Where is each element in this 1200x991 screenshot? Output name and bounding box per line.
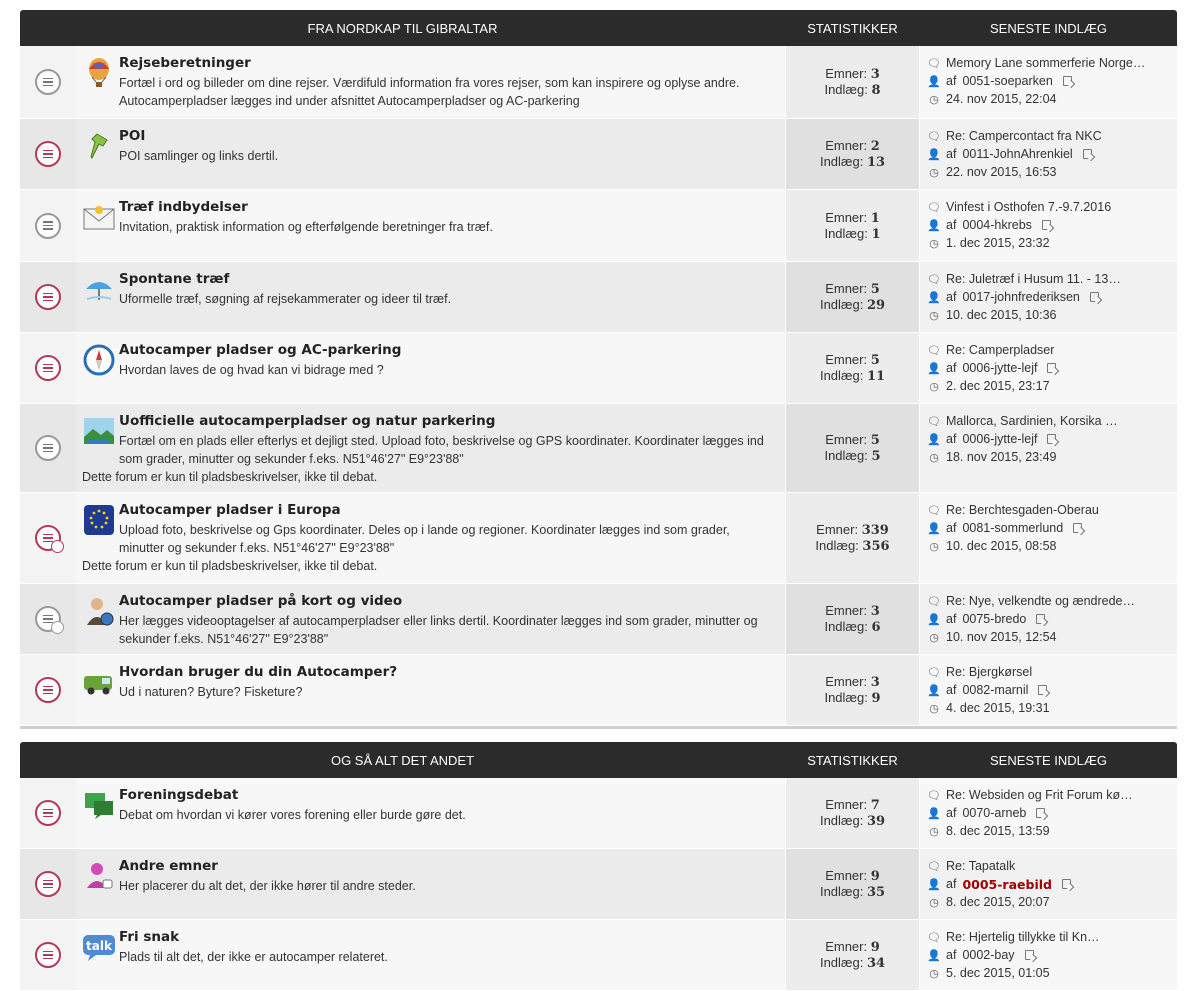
forum-description: Debat om hvordan vi kører vores forening eller burde gøre det. — [119, 808, 466, 822]
last-post-date: 22. nov 2015, 16:53 — [946, 165, 1057, 179]
forum-title-link[interactable]: Hvordan bruger du din Autocamper? — [119, 664, 398, 680]
posts-count: Indlæg: 6 — [824, 619, 881, 635]
goto-last-post-icon[interactable] — [1063, 76, 1072, 86]
forum-note: Dette forum er kun til pladsbeskrivelser, ikke til debat. — [82, 470, 378, 484]
comments-icon: 🗨 — [927, 344, 941, 357]
last-post-title-link[interactable]: Memory Lane sommerferie Norge… — [946, 56, 1146, 70]
last-post — [920, 46, 1177, 118]
read-status-icon — [35, 606, 61, 632]
forum-row — [20, 262, 1177, 333]
forum-status — [20, 584, 76, 654]
forum-status — [20, 119, 76, 189]
forum-note: Dette forum er kun til pladsbeskrivelser, ikke til debat. — [82, 559, 378, 573]
forum-title-link[interactable]: Spontane træf — [119, 271, 230, 287]
comments-icon: 🗨 — [927, 595, 941, 608]
forum-status — [20, 262, 76, 332]
forum-stats — [785, 778, 920, 848]
forum-title-link[interactable]: Andre emner — [119, 858, 218, 874]
topics-count: Emner: 5 — [825, 352, 880, 368]
forum-title-link[interactable]: Fri snak — [119, 929, 180, 945]
hot-air-balloon-icon — [82, 56, 116, 90]
last-post-author-link[interactable]: 0017-johnfrederiksen — [962, 290, 1080, 304]
by-label: af — [946, 948, 957, 962]
by-label: af — [946, 806, 957, 820]
forum-stats — [785, 404, 920, 492]
read-status-icon — [35, 213, 61, 239]
last-post-date: 10. nov 2015, 12:54 — [946, 630, 1057, 644]
last-post-date: 4. dec 2015, 19:31 — [946, 701, 1050, 715]
posts-count: Indlæg: 9 — [824, 690, 881, 706]
topics-count: Emner: 9 — [825, 939, 880, 955]
topics-count: Emner: 1 — [825, 209, 880, 226]
last-post — [920, 849, 1177, 919]
comments-icon: 🗨 — [927, 201, 941, 214]
by-label: af — [946, 877, 957, 891]
last-post — [920, 655, 1177, 725]
forum-status — [20, 493, 76, 583]
forum-status — [20, 190, 76, 261]
topics-count: Emner: 7 — [825, 797, 880, 813]
posts-count: Indlæg: 34 — [819, 955, 886, 971]
pushpin-icon — [82, 129, 116, 163]
last-post-date: 24. nov 2015, 22:04 — [946, 92, 1057, 106]
user-icon: 👤 — [927, 878, 941, 891]
posts-count: Indlæg: 8 — [824, 82, 881, 98]
forum-title-link[interactable]: Autocamper pladser i Europa — [119, 502, 341, 518]
forum-row — [20, 46, 1177, 119]
clock-icon: ◷ — [929, 702, 939, 715]
person-film-icon — [82, 594, 116, 628]
clock-icon: ◷ — [929, 309, 939, 322]
last-post-date: 8. dec 2015, 20:07 — [946, 895, 1050, 909]
clock-icon: ◷ — [929, 540, 939, 553]
category-andet — [20, 742, 1177, 991]
last-post — [920, 493, 1177, 583]
forum-status — [20, 920, 76, 990]
goto-last-post-icon[interactable] — [1038, 685, 1047, 695]
last-post — [920, 262, 1177, 332]
category-title[interactable]: FRA NORDKAP TIL GIBRALTAR — [307, 20, 498, 36]
forum-row — [20, 493, 1177, 584]
last-post-author-link[interactable]: 0005-raebild — [962, 876, 1052, 892]
forum-stats — [785, 920, 920, 990]
forum-title-link[interactable]: POI — [119, 128, 146, 144]
forum-text — [119, 786, 785, 824]
last-post-title-link[interactable]: Mallorca, Sardinien, Korsika … — [946, 414, 1118, 428]
posts-count: Indlæg: 29 — [819, 297, 886, 313]
forum-row — [20, 404, 1177, 493]
unread-status-icon — [35, 141, 61, 167]
forum-info — [76, 493, 785, 583]
last-post-author-link[interactable]: 0082-marnil — [962, 683, 1029, 697]
forum-status — [20, 778, 76, 848]
goto-last-post-icon[interactable] — [1073, 523, 1082, 533]
forum-description: Her placerer du alt det, der ikke hører til andre steder. — [119, 879, 416, 893]
clock-icon: ◷ — [929, 380, 939, 393]
user-icon: 👤 — [927, 219, 941, 232]
forum-description: POI samlinger og links dertil. — [119, 149, 279, 163]
posts-count: Indlæg: 356 — [815, 538, 890, 554]
user-icon: 👤 — [927, 613, 941, 626]
forum-title-link[interactable]: Rejseberetninger — [119, 55, 251, 71]
last-post-header: SENESTE INDLÆG — [989, 752, 1108, 768]
by-label: af — [946, 290, 957, 304]
forum-stats — [785, 584, 920, 654]
last-post-author-link[interactable]: 0006-jytte-lejf — [962, 432, 1038, 446]
forum-text — [119, 592, 785, 648]
forum-description: Hvordan laves de og hvad kan vi bidrage med ? — [119, 363, 384, 377]
last-post-author-link[interactable]: 0070-arneb — [962, 806, 1027, 820]
posts-count: Indlæg: 35 — [819, 884, 886, 900]
clock-icon: ◷ — [929, 237, 939, 250]
topics-count: Emner: 5 — [825, 281, 880, 297]
topics-count: Emner: 339 — [816, 522, 889, 538]
goto-last-post-icon[interactable] — [1036, 614, 1045, 624]
forum-title-link[interactable]: Autocamper pladser på kort og video — [119, 593, 403, 609]
comments-icon: 🗨 — [927, 130, 941, 143]
by-label: af — [946, 74, 957, 88]
clock-icon: ◷ — [929, 166, 939, 179]
comments-icon: 🗨 — [927, 504, 941, 517]
forum-title-link[interactable]: Foreningsdebat — [119, 787, 239, 803]
unread-status-icon — [35, 800, 61, 826]
eu-flag-icon — [82, 503, 116, 537]
forum-info — [76, 190, 785, 261]
user-icon: 👤 — [927, 433, 941, 446]
comments-icon: 🗨 — [927, 789, 941, 802]
clock-icon: ◷ — [929, 451, 939, 464]
person-coffee-icon — [82, 859, 116, 893]
topics-count: Emner: 3 — [825, 66, 880, 82]
topics-count: Emner: 3 — [825, 674, 880, 690]
last-post — [920, 778, 1177, 848]
forum-description: Plads til alt det, der ikke er autocamper relateret. — [119, 950, 388, 964]
comments-icon: 🗨 — [927, 415, 941, 428]
goto-last-post-icon[interactable] — [1047, 363, 1056, 373]
forum-description: Upload foto, beskrivelse og Gps koordinater. Deles op i lande og regioner. Koordinater lægges ind som grader, minutter og sekunder f.eks. N51°46'27" E9°23'88" — [119, 523, 730, 555]
unread-status-icon — [35, 942, 61, 968]
user-icon: 👤 — [927, 684, 941, 697]
category-header — [20, 10, 1177, 46]
forum-status — [20, 333, 76, 403]
last-post-author-link[interactable]: 0075-bredo — [962, 612, 1027, 626]
last-post-title-link[interactable]: Re: Hjertelig tillykke til Kn… — [946, 930, 1100, 944]
forum-list — [20, 46, 1177, 726]
forum-stats — [785, 493, 920, 583]
posts-count: Indlæg: 5 — [824, 448, 881, 464]
forum-status — [20, 46, 76, 118]
clock-icon: ◷ — [929, 631, 939, 644]
read-status-icon — [35, 435, 61, 461]
forum-info — [76, 584, 785, 654]
chat-screens-icon — [82, 788, 116, 822]
forum-list — [20, 778, 1177, 991]
last-post-header: SENESTE INDLÆG — [989, 20, 1108, 36]
last-post-title-link[interactable]: Re: Nye, velkendte og ændrede… — [946, 594, 1135, 608]
subforum-status-icon — [51, 621, 64, 634]
goto-last-post-icon[interactable] — [1025, 950, 1034, 960]
user-icon: 👤 — [927, 362, 941, 375]
last-post-title-link[interactable]: Re: Bjergkørsel — [946, 665, 1033, 679]
forum-text — [119, 341, 785, 379]
forum-info — [76, 655, 785, 725]
last-post-author-link[interactable]: 0081-sommerlund — [962, 521, 1064, 535]
forum-text — [119, 127, 785, 165]
last-post — [920, 920, 1177, 990]
last-post-date: 8. dec 2015, 13:59 — [946, 824, 1050, 838]
comments-icon: 🗨 — [927, 860, 941, 873]
comments-icon: 🗨 — [927, 273, 941, 286]
forum-status — [20, 849, 76, 919]
by-label: af — [946, 147, 957, 161]
last-post-author-link[interactable]: 0051-soeparken — [962, 74, 1053, 88]
forum-text — [82, 501, 785, 575]
last-post — [920, 584, 1177, 654]
envelope-icon — [82, 200, 116, 234]
comments-icon: 🗨 — [927, 57, 941, 70]
comments-icon: 🗨 — [927, 931, 941, 944]
unread-status-icon — [35, 871, 61, 897]
last-post — [920, 119, 1177, 189]
clock-icon: ◷ — [929, 825, 939, 838]
posts-count: Indlæg: 11 — [819, 368, 886, 384]
svg-text:talk: talk — [86, 939, 112, 953]
camper-van-icon — [82, 665, 116, 699]
forum-description: Uformelle træf, søgning af rejsekammerater og ideer til træf. — [119, 292, 452, 306]
goto-last-post-icon[interactable] — [1090, 292, 1099, 302]
forum-info — [76, 262, 785, 332]
goto-last-post-icon[interactable] — [1083, 149, 1092, 159]
last-post-author-link[interactable]: 0004-hkrebs — [962, 218, 1032, 232]
forum-text — [119, 54, 785, 110]
forum-title-link[interactable]: Træf indbydelser — [119, 199, 248, 215]
unread-status-icon — [35, 525, 61, 551]
forum-stats — [785, 46, 920, 118]
clock-icon: ◷ — [929, 967, 939, 980]
goto-last-post-icon[interactable] — [1047, 434, 1056, 444]
last-post-date: 1. dec 2015, 23:32 — [946, 236, 1050, 250]
comments-icon: 🗨 — [927, 666, 941, 679]
forum-stats — [785, 849, 920, 919]
talk-bubble-icon — [82, 930, 116, 964]
forum-info — [76, 333, 785, 403]
forum-text — [82, 412, 785, 486]
forum-text — [119, 270, 785, 308]
topics-count: Emner: 3 — [825, 603, 880, 619]
category-title[interactable]: OG SÅ ALT DET ANDET — [330, 752, 475, 768]
forum-stats — [785, 655, 920, 725]
read-status-icon — [35, 69, 61, 95]
forum-info — [76, 404, 785, 492]
forum-description: Fortæl om en plads eller efterlys et dejligt sted. Upload foto, beskrivelse og GPS koordinater. Koordinater lægges ind som grader, minutter og sekunder f.eks. N51°46'27" E9°23'88" — [119, 434, 764, 466]
forum-status — [20, 655, 76, 725]
stats-header: STATISTIKKER — [807, 20, 898, 36]
by-label: af — [946, 218, 957, 232]
posts-count: Indlæg: 13 — [819, 154, 886, 170]
user-icon: 👤 — [927, 949, 941, 962]
forum-text — [119, 857, 785, 895]
last-post-title-link[interactable]: Re: Campercontact fra NKC — [946, 129, 1102, 143]
last-post-title-link[interactable]: Re: Tapatalk — [946, 859, 1016, 873]
goto-last-post-icon[interactable] — [1042, 220, 1051, 230]
last-post-date: 2. dec 2015, 23:17 — [946, 379, 1050, 393]
forum-text — [119, 663, 785, 701]
last-post-title-link[interactable]: Vinfest i Osthofen 7.-9.7.2016 — [946, 200, 1112, 214]
user-icon: 👤 — [927, 75, 941, 88]
unread-status-icon — [35, 284, 61, 310]
forum-stats — [785, 262, 920, 332]
by-label: af — [946, 521, 957, 535]
last-post-date: 10. dec 2015, 10:36 — [946, 308, 1057, 322]
clock-icon: ◷ — [929, 896, 939, 909]
last-post-date: 10. dec 2015, 08:58 — [946, 539, 1057, 553]
user-icon: 👤 — [927, 807, 941, 820]
forum-info — [76, 778, 785, 848]
by-label: af — [946, 612, 957, 626]
posts-count: Indlæg: 39 — [819, 813, 886, 829]
user-icon: 👤 — [927, 291, 941, 304]
goto-last-post-icon[interactable] — [1062, 879, 1071, 889]
forum-row — [20, 778, 1177, 849]
unread-status-icon — [35, 355, 61, 381]
forum-title-link[interactable]: Autocamper pladser og AC-parkering — [119, 342, 402, 358]
last-post-title-link[interactable]: Re: Juletræf i Husum 11. - 13… — [946, 272, 1121, 286]
posts-count: Indlæg: 1 — [824, 225, 881, 242]
by-label: af — [946, 432, 957, 446]
last-post — [920, 190, 1177, 261]
last-post-title-link[interactable]: Re: Camperpladser — [946, 343, 1055, 357]
last-post-title-link[interactable]: Re: Websiden og Frit Forum kø… — [946, 788, 1133, 802]
forum-description: Fortæl i ord og billeder om dine rejser. Værdifuld information fra vores rejser, som kan inspirere og oplyse andre. Autocamperpladser lægges ind under afsnittet Autocamperpladser og AC-parkering — [119, 76, 740, 108]
category-nordkap — [20, 10, 1177, 729]
forum-stats — [785, 119, 920, 189]
forum-row — [20, 584, 1177, 655]
forum-row — [20, 333, 1177, 404]
compass-icon — [82, 343, 116, 377]
last-post-author-link[interactable]: 0006-jytte-lejf — [962, 361, 1038, 375]
forum-row — [20, 655, 1177, 726]
last-post-author-link[interactable]: 0011-JohnAhrenkiel — [962, 147, 1073, 161]
forum-row — [20, 119, 1177, 190]
forum-stats — [785, 190, 920, 261]
forum-description: Ud i naturen? Byture? Fisketure? — [119, 685, 303, 699]
topics-count: Emner: 9 — [825, 868, 880, 884]
last-post — [920, 404, 1177, 492]
topics-count: Emner: 2 — [825, 138, 880, 154]
forum-row — [20, 920, 1177, 991]
category-header — [20, 742, 1177, 778]
user-icon: 👤 — [927, 522, 941, 535]
forum-info — [76, 920, 785, 990]
forum-stats — [785, 333, 920, 403]
unread-status-icon — [35, 677, 61, 703]
subforum-status-icon — [51, 540, 64, 553]
last-post-title-link[interactable]: Re: Berchtesgaden-Oberau — [946, 503, 1099, 517]
last-post — [920, 333, 1177, 403]
forum-text — [119, 198, 785, 236]
forum-status — [20, 404, 76, 492]
forum-description: Her lægges videooptagelser af autocamperpladser eller links dertil. Koordinater lægges ind som grader, minutter og sekunder f.eks. N51°46'27" E9°23'88" — [119, 614, 758, 646]
clock-icon: ◷ — [929, 93, 939, 106]
landscape-icon — [82, 414, 116, 448]
last-post-author-link[interactable]: 0002-bay — [962, 948, 1015, 962]
forum-text — [119, 928, 785, 966]
forum-row — [20, 849, 1177, 920]
forum-info — [76, 849, 785, 919]
forum-info — [76, 46, 785, 118]
last-post-date: 5. dec 2015, 01:05 — [946, 966, 1050, 980]
goto-last-post-icon[interactable] — [1036, 808, 1045, 818]
umbrella-icon — [82, 272, 116, 306]
user-icon: 👤 — [927, 148, 941, 161]
forum-title-link[interactable]: Uofficielle autocamperpladser og natur parkering — [119, 413, 496, 429]
forum-row — [20, 190, 1177, 262]
by-label: af — [946, 683, 957, 697]
stats-header: STATISTIKKER — [807, 752, 898, 768]
last-post-date: 18. nov 2015, 23:49 — [946, 450, 1057, 464]
section-divider — [20, 726, 1177, 729]
forum-info — [76, 119, 785, 189]
by-label: af — [946, 361, 957, 375]
forum-description: Invitation, praktisk information og efterfølgende beretninger fra træf. — [119, 220, 493, 234]
topics-count: Emner: 5 — [825, 432, 880, 448]
